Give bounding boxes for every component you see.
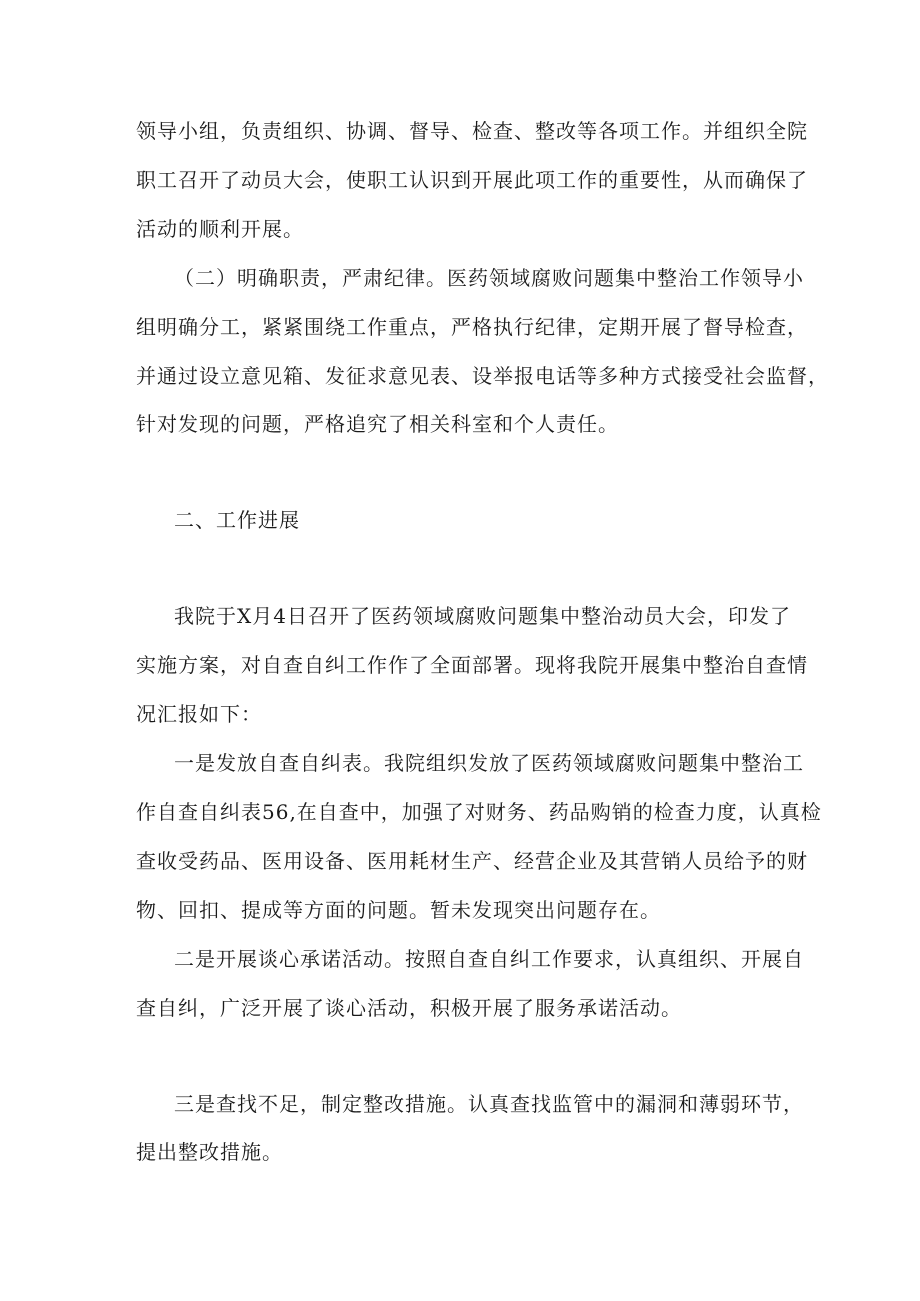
text-line: 况汇报如下： [136,702,262,726]
section-heading: 二、工作进展 [174,508,300,532]
text-line: 物、回扣、提成等方面的问题。暂未发现突出问题存在。 [136,898,661,922]
text-line: 查收受药品、医用设备、医用耗材生产、经营企业及其营销人员给予的财 [136,849,808,873]
text-line: 我院于X月4日召开了医药领域腐败问题集中整治动员大会，印发了 [174,604,791,628]
text-line: 实施方案，对自查自纠工作作了全面部署。现将我院开展集中整治自查情 [136,653,808,677]
text-line: 职工召开了动员大会，使职工认识到开展此项工作的重要性，从而确保了 [136,168,808,192]
text-line: 二是开展谈心承诺活动。按照自查自纠工作要求，认真组织、开展自 [174,947,804,971]
text-line: 活动的顺利开展。 [136,217,304,241]
text-line: 查自纠，广泛开展了谈心活动，积极开展了服务承诺活动。 [136,996,682,1020]
text-line: （二）明确职责，严肃纪律。医药领域腐败问题集中整治工作领导小 [174,266,804,290]
text-line: 组明确分工，紧紧围绕工作重点，严格执行纪律，定期开展了督导检查， [136,315,808,339]
text-line: 并通过设立意见箱、发征求意见表、设举报电话等多种方式接受社会监督， [136,364,829,388]
text-line: 领导小组，负责组织、协调、督导、检查、整改等各项工作。并组织全院 [136,119,808,143]
text-line: 针对发现的问题，严格追究了相关科室和个人责任。 [136,412,619,436]
text-line: 提出整改措施。 [136,1140,283,1164]
text-line: 三是查找不足，制定整改措施。认真查找监管中的漏洞和薄弱环节， [174,1092,804,1116]
text-line: 作自查自纠表56,在自查中，加强了对财务、药品购销的检查力度，认真检 [136,800,822,824]
text-line: 一是发放自查自纠表。我院组织发放了医药领域腐败问题集中整治工 [174,751,804,775]
